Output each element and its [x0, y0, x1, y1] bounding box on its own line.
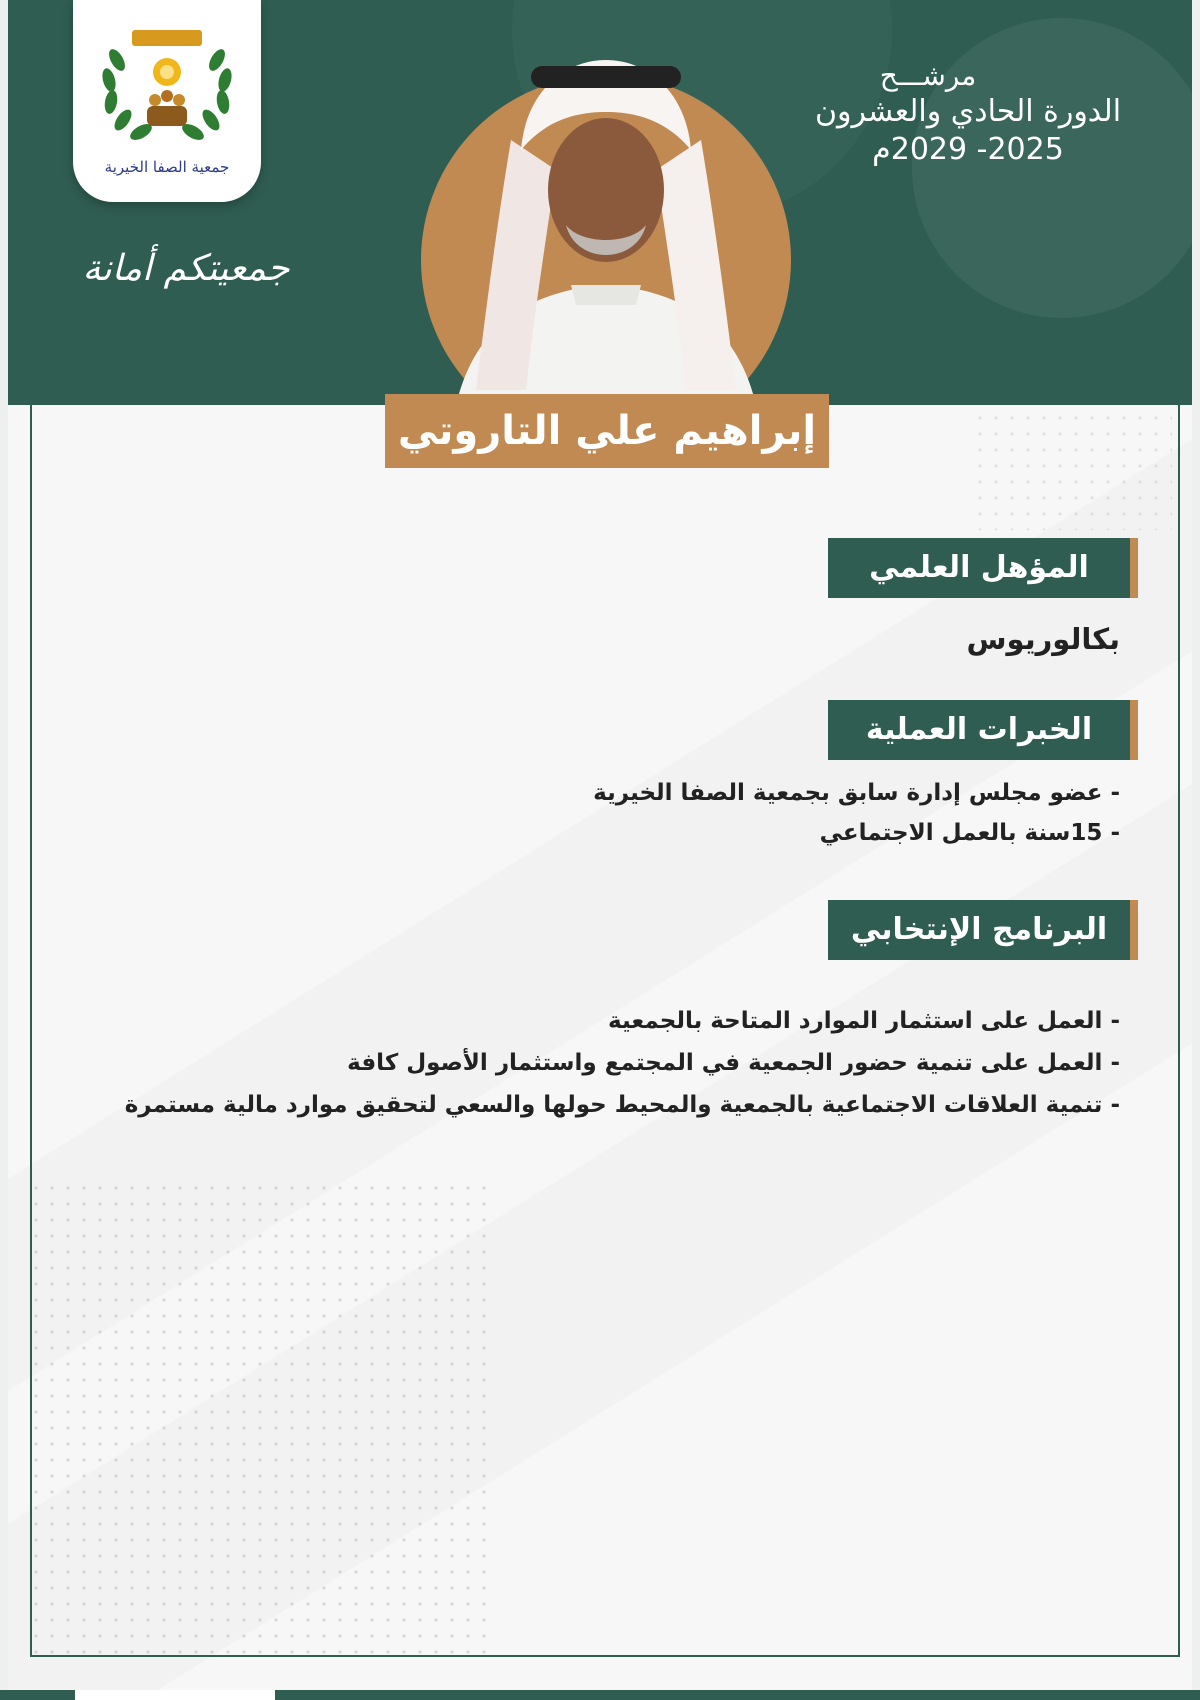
program-item: - تنمية العلاقات الاجتماعية بالجمعية والمحيط حولها والسعي لتحقيق موارد مالية مستمرة: [124, 1092, 1120, 1118]
candidate-poster: [8, 0, 1192, 1690]
organization-name: جمعية الصفا الخيرية: [104, 158, 230, 176]
candidate-portrait: [416, 50, 796, 405]
experience-item: - عضو مجلس إدارة سابق بجمعية الصفا الخيرية: [593, 780, 1120, 806]
experience-heading: الخبرات العملية: [828, 700, 1138, 760]
candidate-name: إبراهيم علي التاروتي: [385, 394, 829, 468]
election-years: 2025- 2029م: [872, 131, 1064, 167]
candidate-label: مرشـــح: [879, 59, 977, 92]
program-heading: البرنامج الإنتخابي: [828, 900, 1138, 960]
header-banner: [8, 0, 1192, 405]
election-term: الدورة الحادي والعشرون: [814, 94, 1122, 129]
slogan: جمعيتكم أمانة: [82, 248, 290, 289]
experience-item: - 15سنة بالعمل الاجتماعي: [819, 820, 1120, 846]
program-item: - العمل على استثمار الموارد المتاحة بالجمعية: [608, 1008, 1120, 1034]
wreath-emblem-icon: [87, 10, 247, 160]
bottom-strip: [0, 1690, 1200, 1700]
bottom-strip-segment: [75, 1690, 275, 1700]
qualification-value: بكالوريوس: [966, 622, 1120, 656]
qualification-heading: المؤهل العلمي: [828, 538, 1138, 598]
organization-logo: [73, 0, 261, 202]
program-item: - العمل على تنمية حضور الجمعية في المجتمع واستثمار الأصول كافة: [347, 1050, 1120, 1076]
election-info: [778, 58, 1158, 168]
